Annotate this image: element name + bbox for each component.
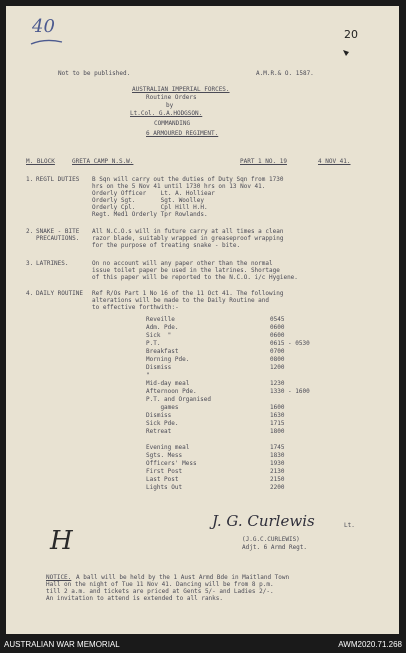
notice-body xyxy=(46,574,289,602)
routine-row xyxy=(146,404,346,412)
routine-time: 1715 xyxy=(270,420,285,427)
notice-line: An invitation to attend is extended to all ranks. xyxy=(46,595,224,602)
routine-row xyxy=(146,396,346,404)
routine-activity: Adm. Pde. xyxy=(146,324,179,331)
camp-label: GRETA CAMP N.S.W. xyxy=(72,158,134,165)
item-4-body xyxy=(92,290,283,311)
routine-activity: Dismiss xyxy=(146,412,172,419)
routine-time: 2130 xyxy=(270,468,285,475)
routine-row xyxy=(146,428,346,436)
routine-row xyxy=(146,468,346,476)
initial-mark: H xyxy=(50,526,73,556)
body-line: B Sqn will carry out the duties of Duty Sqn from 1730 xyxy=(92,176,284,183)
amr-reference: A.M.R.& O. 1587. xyxy=(256,70,314,77)
commanding-officer: Lt.Col. G.A.HODGSON. xyxy=(130,110,203,117)
item-4-title: DAILY ROUTINE xyxy=(36,290,83,297)
routine-activity: Breakfast xyxy=(146,348,179,355)
signature-name: (J.G.C.CURLEWIS) xyxy=(242,536,300,543)
routine-time: 2150 xyxy=(270,476,285,483)
item-3-body xyxy=(92,260,298,281)
routine-time: 1230 xyxy=(270,380,285,387)
item-1-number: 1. xyxy=(26,176,34,183)
archive-footer xyxy=(0,637,406,653)
routine-orders-title: Routine Orders xyxy=(146,94,197,101)
archive-name: AUSTRALIAN WAR MEMORIAL xyxy=(4,640,120,649)
routine-row xyxy=(146,316,346,324)
notice-line: Hall on the night of Tue 11 Nov 41. Dancing will be from 8 p.m. xyxy=(46,581,274,588)
item-1-body xyxy=(92,176,283,218)
routine-row xyxy=(146,420,346,428)
routine-activity: games xyxy=(146,404,179,411)
item-2-body xyxy=(92,228,283,249)
daily-routine-table xyxy=(146,316,346,492)
signature: J. G. Curlewis xyxy=(212,512,315,530)
routine-row xyxy=(146,452,346,460)
routine-row xyxy=(146,412,346,420)
body-line: Orderly Cpl. Cpl Hill H.H. xyxy=(92,204,208,211)
routine-activity: Lights Out xyxy=(146,484,183,491)
routine-row xyxy=(146,460,346,468)
routine-row xyxy=(146,356,346,364)
routine-activity: Morning Pde. xyxy=(146,356,190,363)
page-number: 20 xyxy=(344,28,358,41)
notice-line: till 2 a.m. and tickets are priced at Gents 5/- and Ladies 2/-. xyxy=(46,588,274,595)
routine-time: 1745 xyxy=(270,444,285,451)
body-line: to effective forthwith:- xyxy=(92,304,179,311)
routine-activity: " xyxy=(146,372,150,379)
body-line: hrs on the 5 Nov 41 until 1730 hrs on 13 Nov 41. xyxy=(92,183,266,190)
routine-row xyxy=(146,388,346,396)
routine-activity: Dismiss xyxy=(146,364,172,371)
routine-time: 0700 xyxy=(270,348,285,355)
item-1-title: REGTL DUTIES xyxy=(36,176,80,183)
routine-activity: Evening meal xyxy=(146,444,190,451)
routine-row xyxy=(146,380,346,388)
not-published: Not to be published. xyxy=(58,70,131,77)
body-line: issue toilet paper be used in the latrines. Shortage xyxy=(92,267,280,274)
commanding-label: COMMANDING xyxy=(154,120,191,127)
body-line: On no account will any paper other than the normal xyxy=(92,260,273,267)
routine-time: 0800 xyxy=(270,356,285,363)
routine-row xyxy=(146,340,346,348)
accession-number: AWM2020.71.268 xyxy=(338,640,402,649)
routine-activity: Last Post xyxy=(146,476,179,483)
routine-time: 1330 - 1600 xyxy=(270,388,310,395)
routine-activity: Sick Pde. xyxy=(146,420,179,427)
ink-mark xyxy=(341,48,351,58)
routine-time: 1600 xyxy=(270,404,285,411)
handwritten-underline xyxy=(30,36,64,46)
routine-activity: Afternoon Pde. xyxy=(146,388,197,395)
handwritten-reference: 40 xyxy=(32,16,55,37)
routine-time: 0600 xyxy=(270,332,285,339)
regiment-title: 6 ARMOURED REGIMENT. xyxy=(146,130,219,137)
routine-row xyxy=(146,372,346,380)
notice-label: NOTICE. xyxy=(46,574,72,581)
body-line: alterations will be made to the Daily Routine and xyxy=(92,297,270,304)
body-line: Ref R/Os Part 1 No 16 of the 11 Oct 41. The following xyxy=(92,290,284,297)
block-label: M. BLOCK xyxy=(26,158,55,165)
item-2-title: SNAKE - BITE PRECAUTIONS. xyxy=(36,228,80,242)
order-date: 4 NOV 41. xyxy=(318,158,351,165)
item-3-title: LATRINES. xyxy=(36,260,69,267)
routine-time: 0615 - 0530 xyxy=(270,340,310,347)
by-label: by xyxy=(166,102,174,109)
document-page xyxy=(6,6,399,634)
body-line: Orderly Officer Lt. A. Holliear xyxy=(92,190,215,197)
routine-row xyxy=(146,476,346,484)
force-title: AUSTRALIAN IMPERIAL FORCES. xyxy=(132,86,230,93)
routine-time: 1630 xyxy=(270,412,285,419)
routine-activity: Reveille xyxy=(146,316,175,323)
routine-row xyxy=(146,444,346,452)
body-line: All N.C.O.s will in future carry at all times a clean xyxy=(92,228,284,235)
routine-row xyxy=(146,436,346,444)
routine-time: 1800 xyxy=(270,428,285,435)
routine-activity: Sgts. Mess xyxy=(146,452,183,459)
routine-time: 1200 xyxy=(270,364,285,371)
routine-time: 0545 xyxy=(270,316,285,323)
body-line: Regt. Med1 Orderly Tpr Rowlands. xyxy=(92,211,208,218)
routine-activity: P.T. xyxy=(146,340,161,347)
part-number: PART 1 NO. 19 xyxy=(240,158,287,165)
body-line: of this paper will be reported to the N.C.O. i/c Hygiene. xyxy=(92,274,298,281)
signature-title: Adjt. 6 Armd Regt. xyxy=(242,544,308,551)
routine-activity: Mid-day meal xyxy=(146,380,190,387)
routine-time: 2200 xyxy=(270,484,285,491)
routine-time: 1830 xyxy=(270,452,285,459)
routine-row xyxy=(146,348,346,356)
body-line: razor blade, suitably wrapped in greaseproof wrapping xyxy=(92,235,284,242)
routine-activity: Sick " xyxy=(146,332,172,339)
routine-row xyxy=(146,364,346,372)
item-4-number: 4. xyxy=(26,290,34,297)
signature-rank: Lt. xyxy=(344,522,355,529)
routine-row xyxy=(146,332,346,340)
routine-row xyxy=(146,484,346,492)
item-2-number: 2. xyxy=(26,228,34,235)
body-line: for the purpose of treating snake - bite. xyxy=(92,242,241,249)
routine-activity: Officers' Mess xyxy=(146,460,197,467)
routine-time: 1930 xyxy=(270,460,285,467)
routine-time: 0600 xyxy=(270,324,285,331)
body-line: Orderly Sgt. Sgt. Woolley xyxy=(92,197,204,204)
notice-line: A ball will be held by the 1 Aust Armd Bde in Maitland Town xyxy=(76,574,290,581)
routine-activity: Retreat xyxy=(146,428,172,435)
routine-activity: P.T. and Organised xyxy=(146,396,212,403)
routine-row xyxy=(146,324,346,332)
item-3-number: 3. xyxy=(26,260,34,267)
routine-activity: First Post xyxy=(146,468,183,475)
